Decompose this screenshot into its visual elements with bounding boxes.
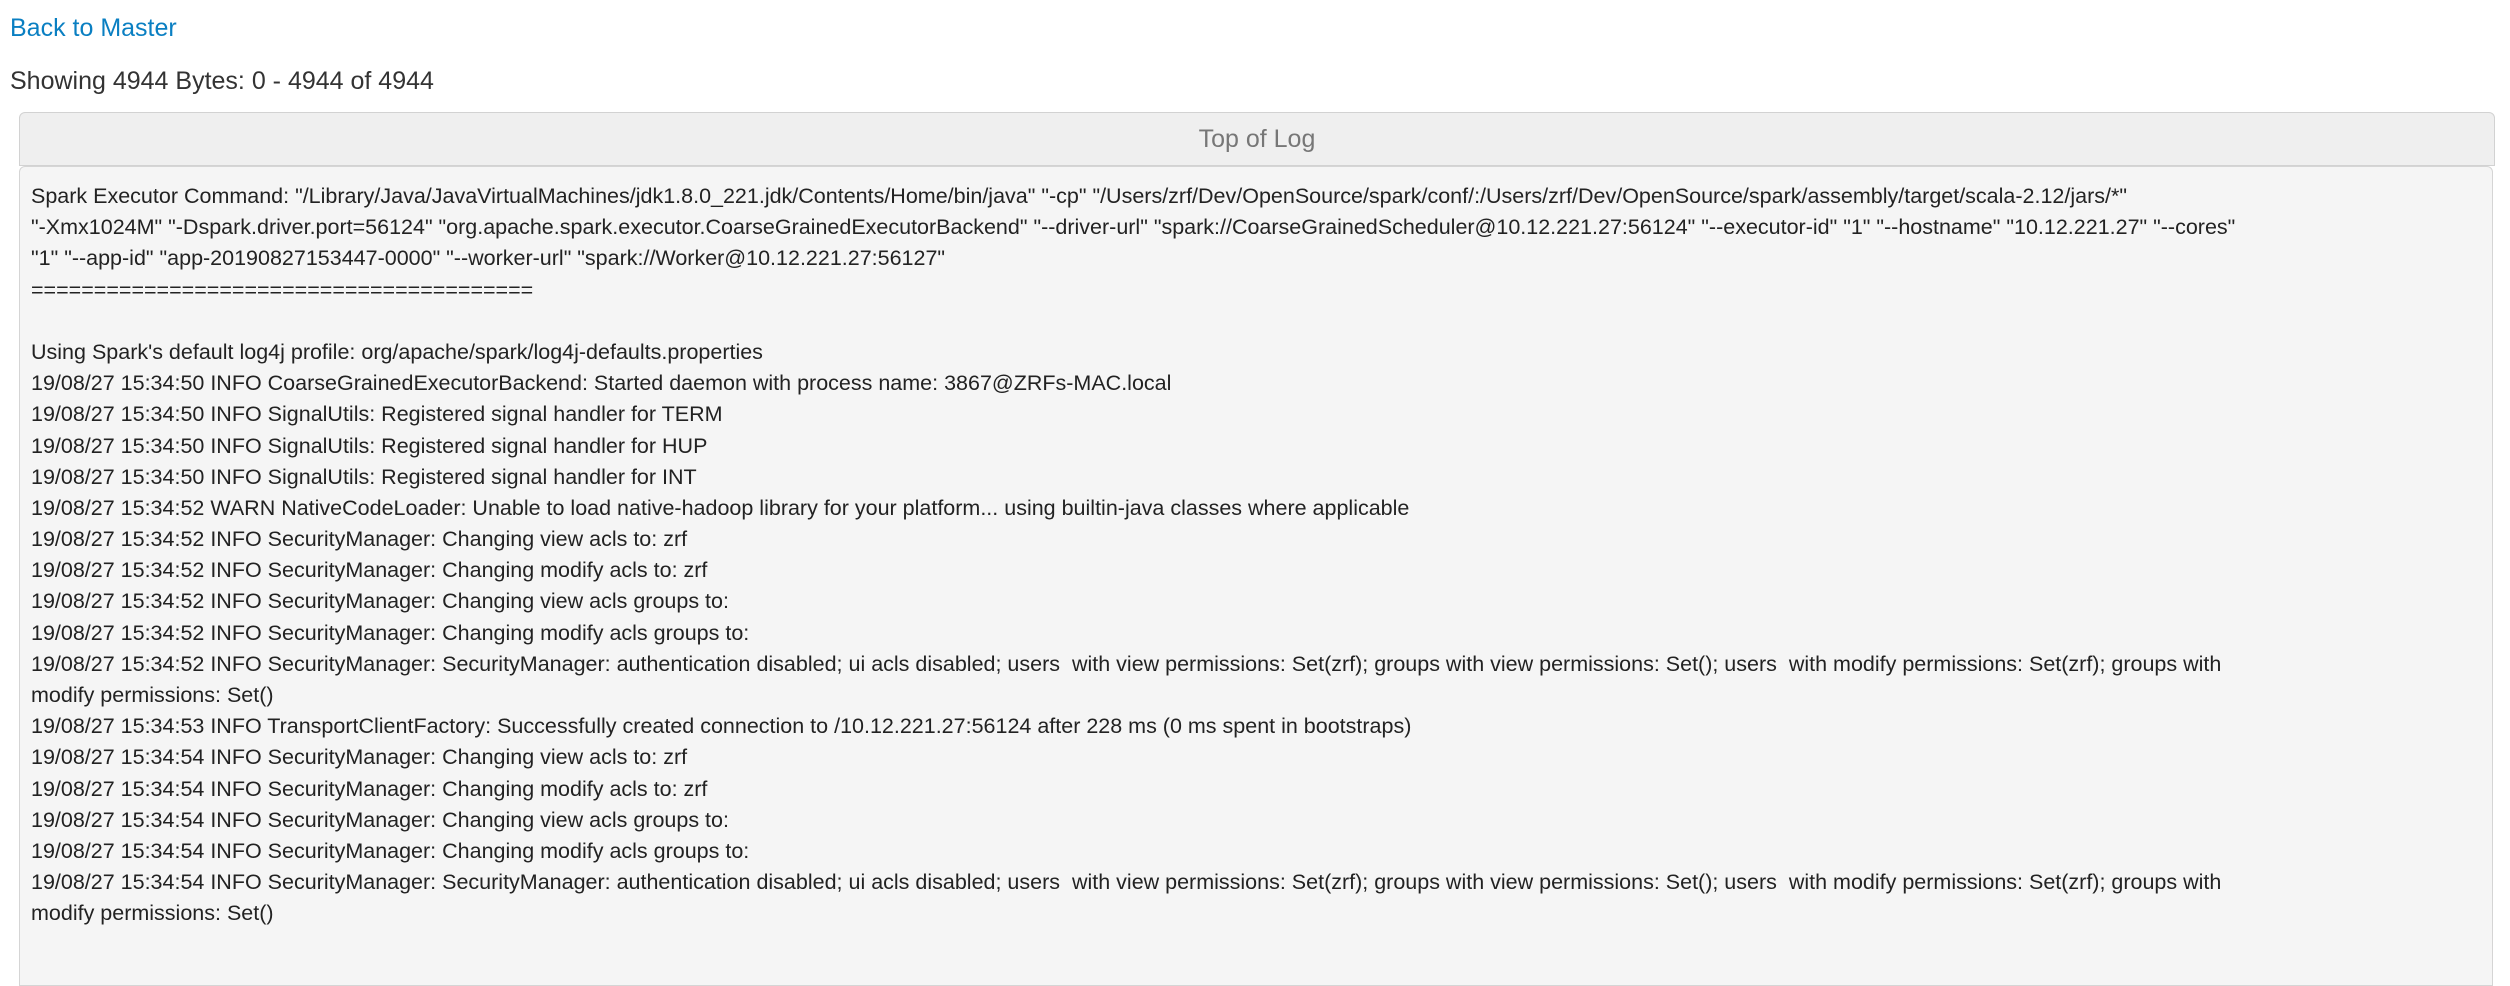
log-line: Spark Executor Command: "/Library/Java/JavaVirtualMachines/jdk1.8.0_221.jdk/Contents/Home/bin/java" "-cp" "/Users/zrf/Dev/OpenSource/spark/conf/:/Users/zrf/Dev/OpenSource/spark/assembly/target/scala-2.12/jars/*" — [31, 184, 2127, 208]
log-line: 19/08/27 15:34:50 INFO SignalUtils: Registered signal handler for HUP — [31, 433, 708, 458]
top-of-log-button[interactable]: Top of Log — [19, 112, 2495, 166]
log-line: 19/08/27 15:34:54 INFO SecurityManager: Changing modify acls groups to: — [31, 838, 756, 863]
log-content — [19, 166, 2493, 986]
log-line: 19/08/27 15:34:50 INFO SignalUtils: Registered signal handler for TERM — [31, 402, 723, 427]
back-to-master-link[interactable]: Back to Master — [10, 14, 177, 42]
log-line: modify permissions: Set() — [31, 683, 274, 707]
byte-range-status: Showing 4944 Bytes: 0 - 4944 of 4944 — [10, 67, 434, 95]
log-line — [31, 306, 2492, 337]
log-line: "-Xmx1024M" "-Dspark.driver.port=56124" "org.apache.spark.executor.CoarseGrainedExecutorBackend" "--driver-url" "spark://CoarseGrainedScheduler@10.12.221.27:56124" "--executor-id" "1" "--hostname" "10.12.221.27" "--cores" — [31, 215, 2236, 240]
log-line: 19/08/27 15:34:53 INFO TransportClientFactory: Successfully created connection to /10.12.221.27:56124 after 228 ms (0 ms spent in bootstraps) — [31, 714, 1412, 739]
log-line: 19/08/27 15:34:52 WARN NativeCodeLoader: Unable to load native-hadoop library for your platform... using builtin-java classes where applicable — [31, 495, 1410, 520]
log-line: 19/08/27 15:34:52 INFO SecurityManager: Changing modify acls groups to: — [31, 620, 756, 645]
log-line: ======================================== — [31, 277, 534, 302]
log-line: 19/08/27 15:34:52 INFO SecurityManager: Changing view acls to: zrf — [31, 527, 688, 552]
log-line: 19/08/27 15:34:54 INFO SecurityManager: SecurityManager: authentication disabled; ui acls disabled; users with view permissions: Set(zrf); groups with view permissions: Set(); users with modify permissions: Set(zrf); groups with — [31, 870, 2222, 895]
log-line: 19/08/27 15:34:52 INFO SecurityManager: SecurityManager: authentication disabled; ui acls disabled; users with view permissions: Set(zrf); groups with view permissions: Set(); users with modify permissions: Set(zrf); groups with — [31, 651, 2222, 676]
log-line: 19/08/27 15:34:52 INFO SecurityManager: Changing view acls groups to: — [31, 589, 735, 614]
log-line: 19/08/27 15:34:54 INFO SecurityManager: Changing modify acls to: zrf — [31, 776, 708, 801]
log-line: "1" "--app-id" "app-20190827153447-0000" "--worker-url" "spark://Worker@10.12.221.27:56127" — [31, 246, 946, 271]
log-line: 19/08/27 15:34:50 INFO CoarseGrainedExecutorBackend: Started daemon with process name: 3867@ZRFs-MAC.local — [31, 371, 1172, 396]
log-line: modify permissions: Set() — [31, 901, 274, 926]
log-line: 19/08/27 15:34:50 INFO SignalUtils: Registered signal handler for INT — [31, 464, 697, 489]
log-line: Using Spark's default log4j profile: org/apache/spark/log4j-defaults.properties — [31, 339, 763, 364]
log-line: 19/08/27 15:34:54 INFO SecurityManager: Changing view acls to: zrf — [31, 745, 688, 770]
log-line: 19/08/27 15:34:52 INFO SecurityManager: Changing modify acls to: zrf — [31, 558, 708, 583]
log-line: 19/08/27 15:34:54 INFO SecurityManager: Changing view acls groups to: — [31, 807, 735, 832]
